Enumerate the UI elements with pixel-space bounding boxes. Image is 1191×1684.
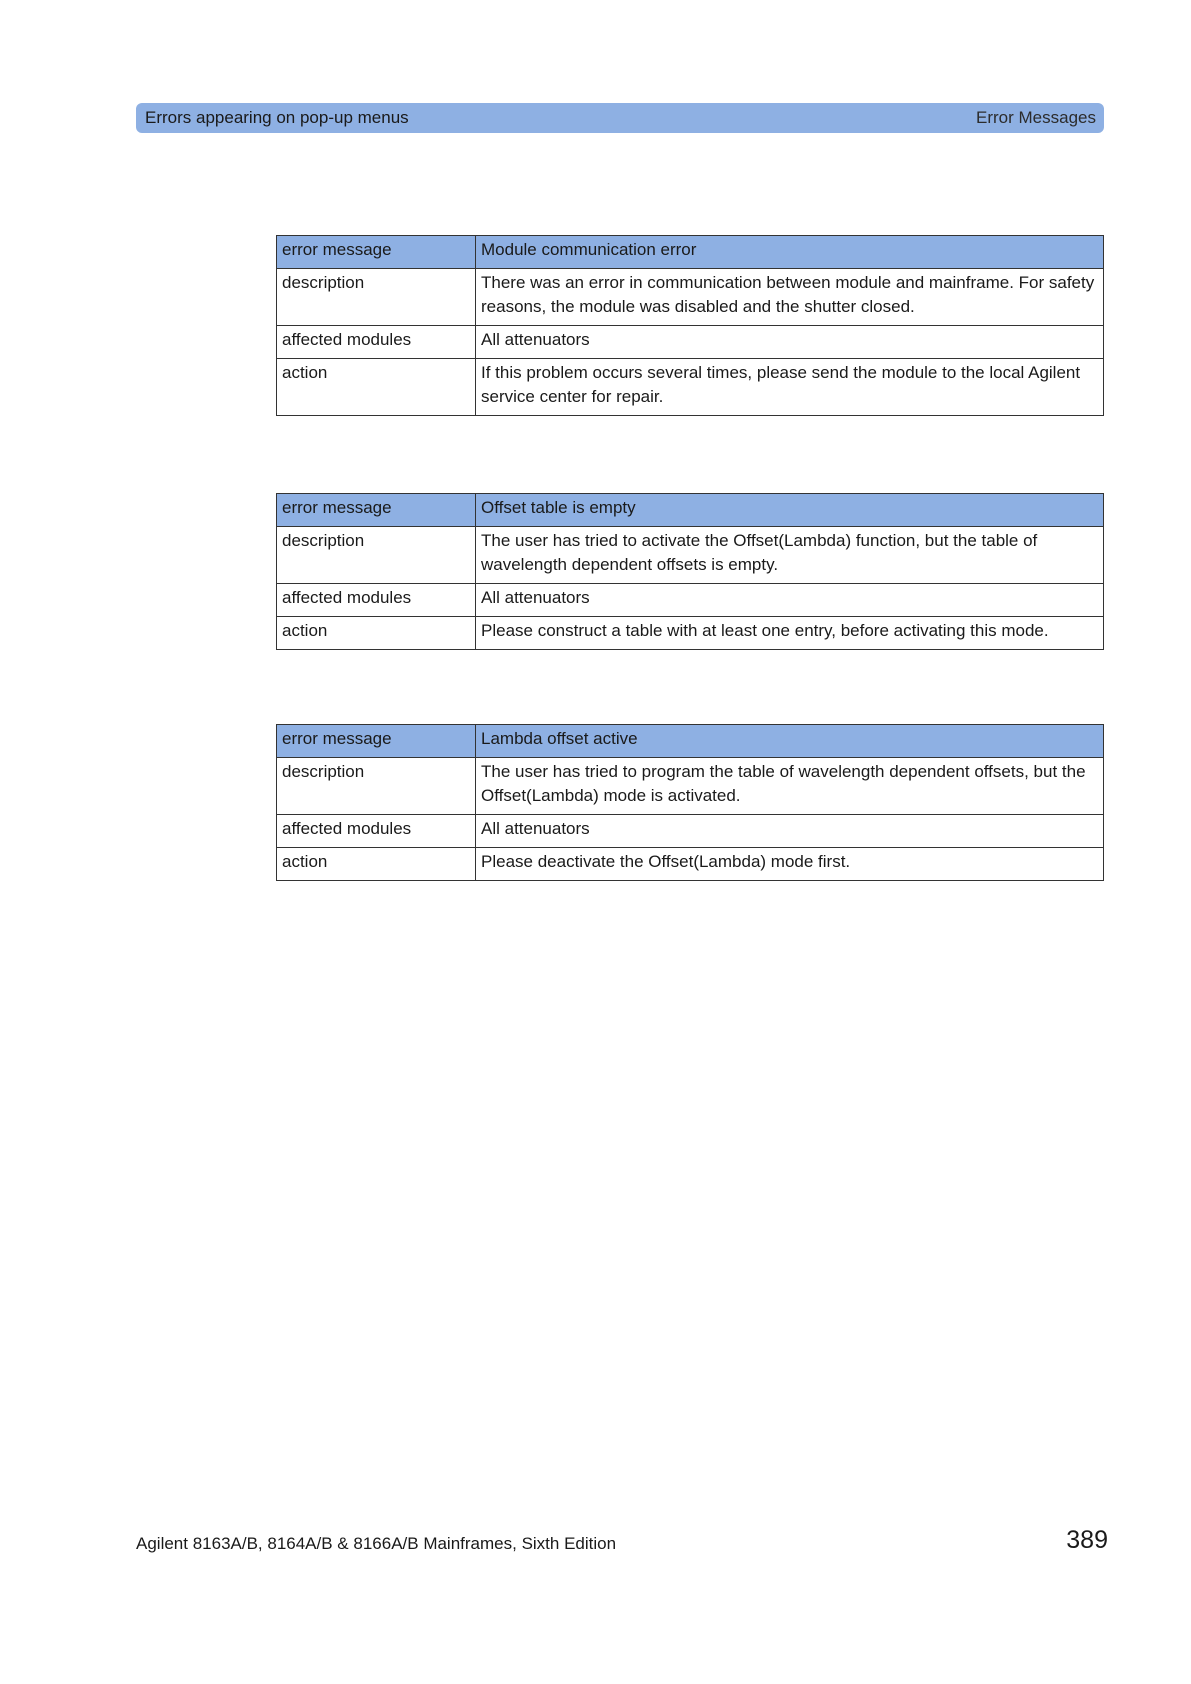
section-title: Errors appearing on pop-up menus: [145, 108, 409, 127]
table-row: [277, 359, 1104, 416]
error-message-label: error message: [277, 725, 476, 758]
page-number: 389: [1066, 1526, 1108, 1554]
action-value: If this problem occurs several times, please send the module to the local Agilent service center for repair.: [476, 359, 1104, 416]
table-row: [277, 326, 1104, 359]
action-label: action: [277, 617, 476, 650]
error-message-label: error message: [277, 236, 476, 269]
affected-modules-value: All attenuators: [476, 584, 1104, 617]
description-label: description: [277, 527, 476, 584]
action-value: Please construct a table with at least one entry, before activating this mode.: [476, 617, 1104, 650]
table-row: [277, 269, 1104, 326]
running-header: [136, 103, 1104, 133]
footer-document-title: Agilent 8163A/B, 8164A/B & 8166A/B Mainframes, Sixth Edition: [136, 1534, 617, 1553]
table-row: [277, 527, 1104, 584]
action-label: action: [277, 359, 476, 416]
table-row: [277, 725, 1104, 758]
description-label: description: [277, 269, 476, 326]
affected-modules-value: All attenuators: [476, 326, 1104, 359]
table-row: [277, 584, 1104, 617]
affected-modules-label: affected modules: [277, 326, 476, 359]
error-message-value: Module communication error: [476, 236, 1104, 269]
affected-modules-value: All attenuators: [476, 815, 1104, 848]
table-row: [277, 617, 1104, 650]
table-row: [277, 848, 1104, 881]
error-message-value: Offset table is empty: [476, 494, 1104, 527]
chapter-title: Error Messages: [976, 108, 1096, 127]
table-row: [277, 494, 1104, 527]
action-value: Please deactivate the Offset(Lambda) mode first.: [476, 848, 1104, 881]
error-message-value: Lambda offset active: [476, 725, 1104, 758]
error-table-offset-table-empty: [276, 493, 1104, 650]
affected-modules-label: affected modules: [277, 815, 476, 848]
description-value: The user has tried to activate the Offset(Lambda) function, but the table of wavelength dependent offsets is empty.: [476, 527, 1104, 584]
action-label: action: [277, 848, 476, 881]
description-value: There was an error in communication between module and mainframe. For safety reasons, the module was disabled and the shutter closed.: [476, 269, 1104, 326]
error-table-lambda-offset-active: [276, 724, 1104, 881]
description-label: description: [277, 758, 476, 815]
table-row: [277, 758, 1104, 815]
affected-modules-label: affected modules: [277, 584, 476, 617]
table-row: [277, 236, 1104, 269]
table-row: [277, 815, 1104, 848]
description-value: The user has tried to program the table of wavelength dependent offsets, but the Offset(Lambda) mode is activated.: [476, 758, 1104, 815]
error-message-label: error message: [277, 494, 476, 527]
error-table-module-communication: [276, 235, 1104, 416]
